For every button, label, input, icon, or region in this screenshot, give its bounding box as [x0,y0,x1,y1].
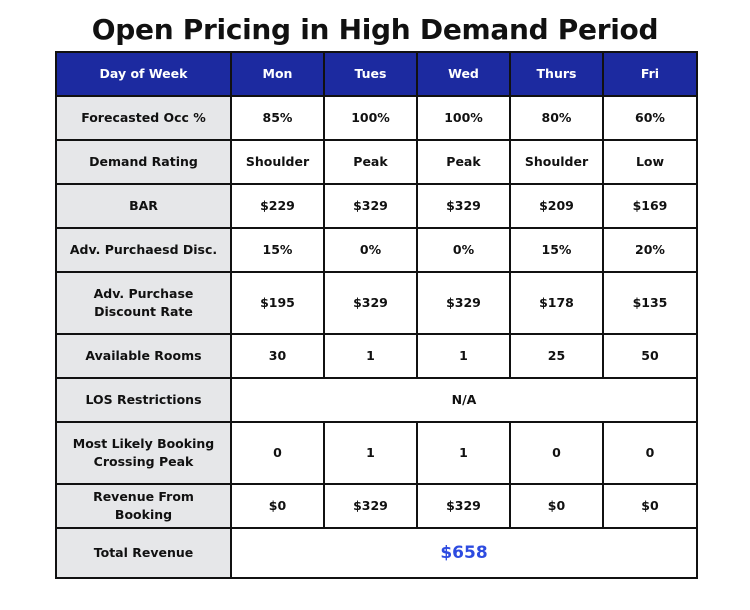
header-cell-wed: Wed [417,52,510,96]
table-cell: 0 [603,422,697,484]
table-cell: $0 [510,484,603,528]
total-revenue-value: $658 [231,528,697,578]
header-cell-mon: Mon [231,52,324,96]
table-cell: $329 [324,184,417,228]
row-label: Adv. Purchase Discount Rate [56,272,231,334]
table-row-total-revenue [56,528,697,578]
table-cell: 85% [231,96,324,140]
table-header-row [56,52,697,96]
row-label: Available Rooms [56,334,231,378]
table-row-most-likely-booking [56,422,697,484]
table-cell: 30 [231,334,324,378]
table-cell: 1 [324,334,417,378]
table-cell: 0 [510,422,603,484]
table-row-adv-purchase-discount-rate [56,272,697,334]
page-title: Open Pricing in High Demand Period [91,13,659,46]
table-cell: 100% [324,96,417,140]
table-cell: 0% [417,228,510,272]
table-cell: $0 [231,484,324,528]
table-cell: 0% [324,228,417,272]
table-cell: 80% [510,96,603,140]
table-row-available-rooms [56,334,697,378]
table-cell: $0 [603,484,697,528]
row-label: Adv. Purchaesd Disc. [56,228,231,272]
table-cell: $329 [417,184,510,228]
table-cell: 15% [510,228,603,272]
header-cell-thurs: Thurs [510,52,603,96]
header-cell-day-of-week: Day of Week [56,52,231,96]
table-cell: Shoulder [231,140,324,184]
table-cell: 0 [231,422,324,484]
table-cell: 15% [231,228,324,272]
header-cell-tues: Tues [324,52,417,96]
table-cell: Peak [417,140,510,184]
table-row-revenue-from-booking [56,484,697,528]
table-cell: 1 [324,422,417,484]
table-cell: 100% [417,96,510,140]
table-cell: 1 [417,334,510,378]
row-label: Forecasted Occ % [56,96,231,140]
table-cell: 50 [603,334,697,378]
table-cell: $169 [603,184,697,228]
table-row-los-restrictions [56,378,697,422]
row-label: Revenue From Booking [56,484,231,528]
row-label: Demand Rating [56,140,231,184]
table-cell: $178 [510,272,603,334]
merged-cell: N/A [231,378,697,422]
table-row-demand-rating [56,140,697,184]
table-cell: 20% [603,228,697,272]
row-label: Total Revenue [56,528,231,578]
table-cell: $135 [603,272,697,334]
row-label: Most Likely Booking Crossing Peak [56,422,231,484]
table-row-adv-purchased-disc [56,228,697,272]
row-label: BAR [56,184,231,228]
table-cell: $329 [324,272,417,334]
table-cell: 25 [510,334,603,378]
table-cell: Peak [324,140,417,184]
pricing-table [55,51,698,579]
row-label: LOS Restrictions [56,378,231,422]
table-cell: $195 [231,272,324,334]
table-cell: 1 [417,422,510,484]
table-row-forecasted-occ [56,96,697,140]
table-row-bar [56,184,697,228]
table-cell: Low [603,140,697,184]
table-cell: $329 [417,484,510,528]
table-cell: $329 [324,484,417,528]
table-cell: $209 [510,184,603,228]
table-cell: Shoulder [510,140,603,184]
table-cell: 60% [603,96,697,140]
table-cell: $229 [231,184,324,228]
header-cell-fri: Fri [603,52,697,96]
table-cell: $329 [417,272,510,334]
